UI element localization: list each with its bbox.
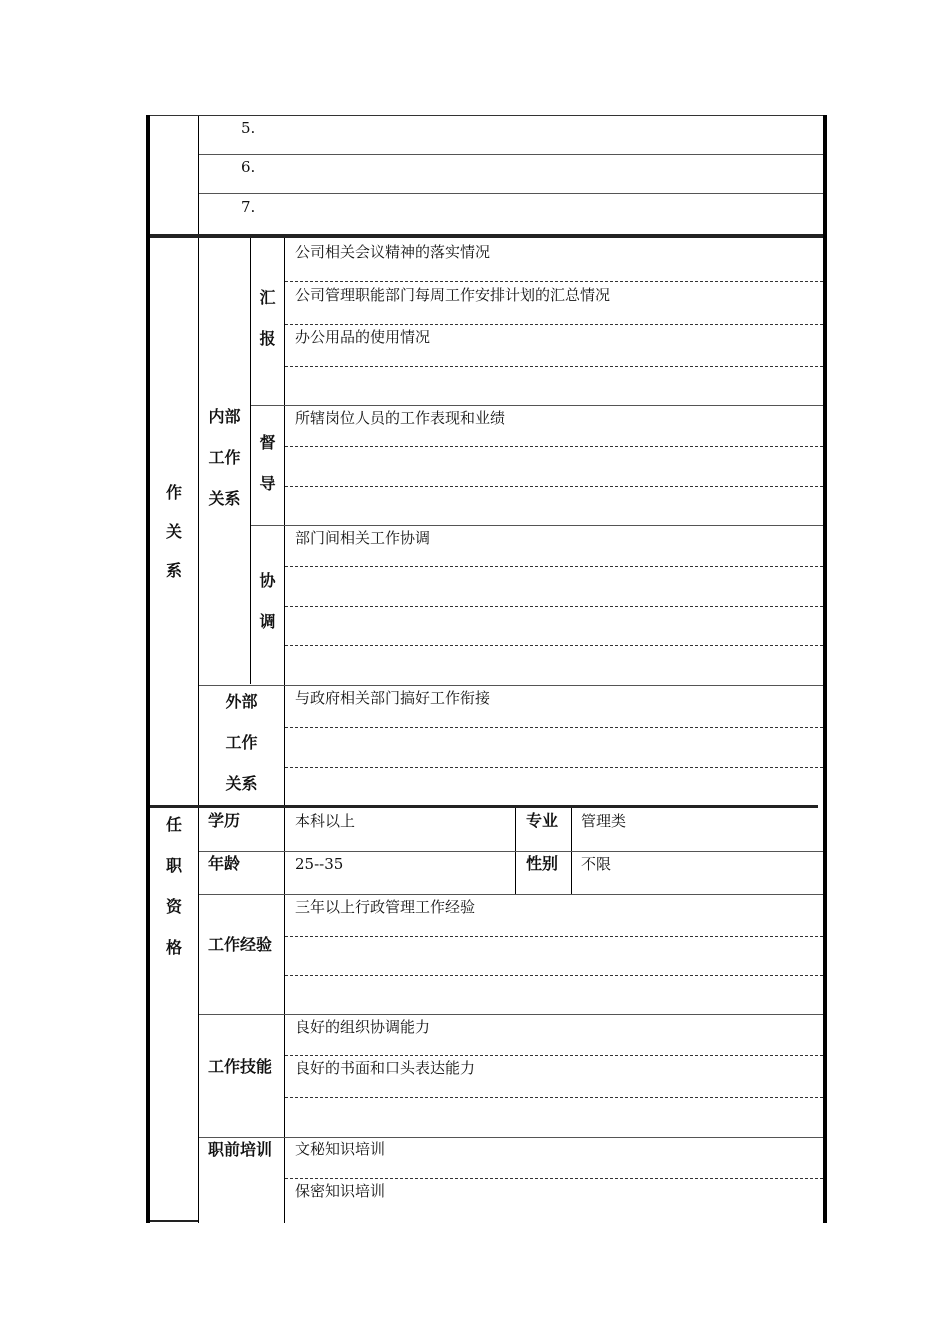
list-item: 7. — [241, 198, 256, 216]
coordinate-item: 部门间相关工作协调 — [295, 529, 431, 547]
coordinate-label: 协 调 — [259, 571, 276, 631]
gender-label: 性别 — [526, 854, 559, 873]
row-divider — [199, 851, 823, 852]
experience-item: 三年以上行政管理工作经验 — [295, 898, 476, 916]
skills-item: 良好的组织协调能力 — [295, 1018, 431, 1036]
bottom-border — [150, 1220, 198, 1222]
gender-value: 不限 — [581, 855, 612, 873]
row-divider — [199, 193, 823, 194]
top-border — [150, 115, 823, 116]
section-divider — [150, 234, 823, 238]
row-divider — [251, 525, 823, 526]
row-divider — [199, 1014, 823, 1015]
skills-item: 良好的书面和口头表达能力 — [295, 1059, 476, 1077]
age-value: 25--35 — [295, 855, 344, 873]
education-value: 本科以上 — [295, 812, 356, 830]
internal-relations-label: 内部 工作 关系 — [208, 407, 241, 508]
training-item: 保密知识培训 — [295, 1182, 386, 1200]
qualifications-label: 任 职 资 格 — [165, 815, 182, 957]
left-border — [146, 115, 150, 1223]
list-item: 6. — [241, 158, 256, 176]
row-divider — [199, 894, 823, 895]
row-divider — [199, 154, 823, 155]
education-label: 学历 — [208, 811, 241, 830]
report-item: 办公用品的使用情况 — [295, 328, 431, 346]
row-divider — [199, 685, 823, 686]
row-divider — [251, 405, 823, 406]
external-item: 与政府相关部门搞好工作衔接 — [295, 689, 491, 707]
major-label: 专业 — [526, 811, 559, 830]
major-value: 管理类 — [581, 812, 627, 830]
training-label: 职前培训 — [208, 1140, 273, 1159]
supervise-label: 督 导 — [259, 433, 276, 493]
col-divider-content-lower — [284, 808, 285, 1223]
row-divider — [199, 1137, 823, 1138]
report-label: 汇 报 — [259, 288, 276, 348]
section-divider — [150, 805, 818, 808]
experience-label: 工作经验 — [208, 935, 273, 954]
report-item: 公司相关会议精神的落实情况 — [295, 243, 491, 261]
skills-label: 工作技能 — [208, 1057, 273, 1076]
col-divider-1 — [198, 115, 199, 1223]
training-item: 文秘知识培训 — [295, 1140, 386, 1158]
external-relations-label: 外部 工作 关系 — [225, 692, 258, 793]
work-relations-label: 作 关 系 — [165, 483, 182, 580]
report-item: 公司管理职能部门每周工作安排计划的汇总情况 — [295, 286, 611, 304]
right-border — [823, 115, 827, 1223]
age-label: 年龄 — [208, 854, 241, 873]
list-item: 5. — [241, 119, 256, 137]
supervise-item: 所辖岗位人员的工作表现和业绩 — [295, 409, 506, 427]
